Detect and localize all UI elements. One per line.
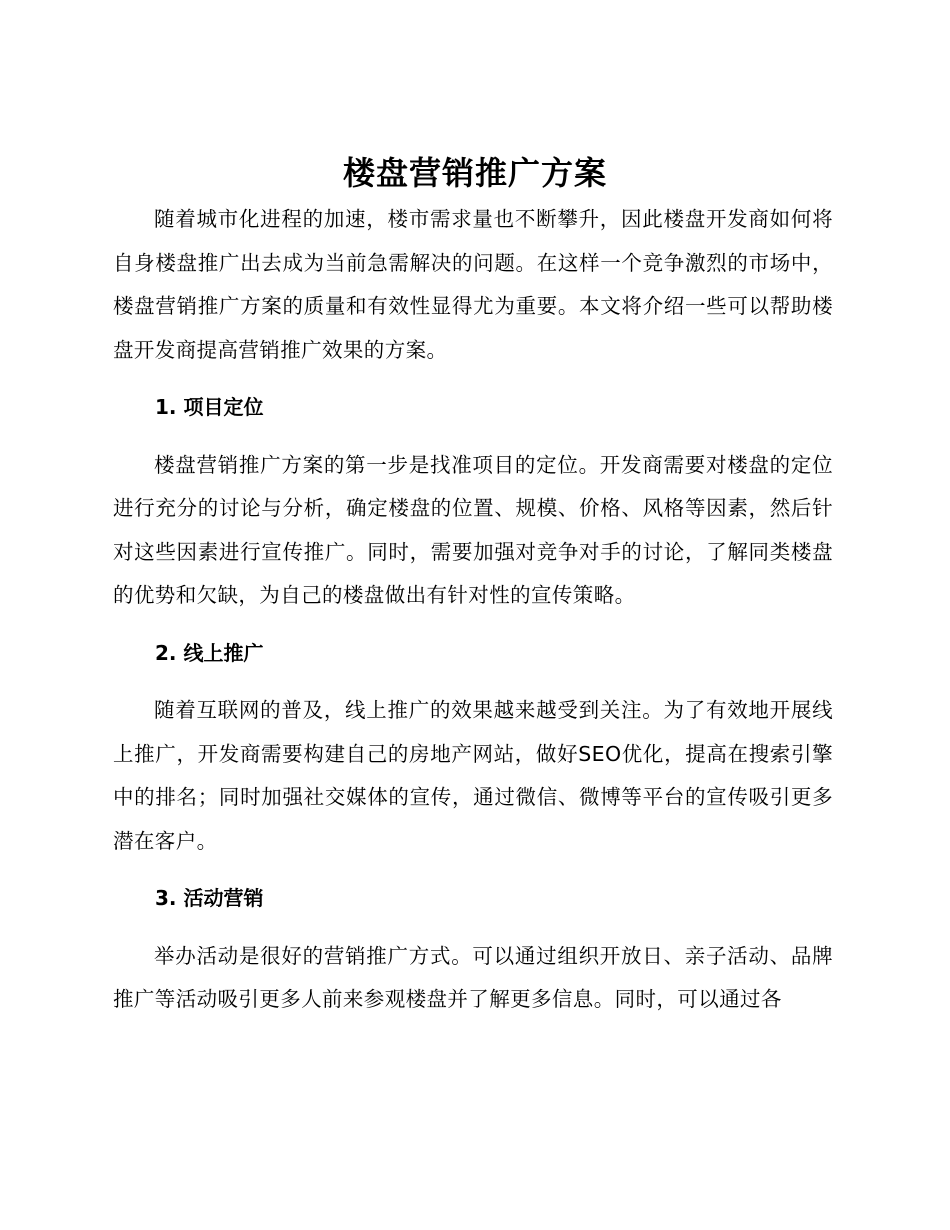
section-paragraph: 举办活动是很好的营销推广方式。可以通过组织开放日、亲子活动、品牌推广等活动吸引更多人前来参观楼盘并了解更多信息。同时，可以通过各 [113,943,833,1011]
document-body [113,198,833,1022]
intro-paragraph: 随着城市化进程的加速，楼市需求量也不断攀升，因此楼盘开发商如何将自身楼盘推广出去成为当前急需解决的问题。在这样一个竞争激烈的市场中，楼盘营销推广方案的质量和有效性显得尤为重要。本文将介绍一些可以帮助楼盘开发商提高营销推广效果的方案。 [113,207,833,362]
section-event-marketing [113,877,833,1022]
section-heading: 2. 线上推广 [155,640,264,665]
section-paragraph: 随着互联网的普及，线上推广的效果越来越受到关注。为了有效地开展线上推广，开发商需要构建自己的房地产网站，做好SEO优化，提高在搜索引擎中的排名；同时加强社交媒体的宣传，通过微信、微博等平台的宣传吸引更多潜在客户。 [113,698,833,853]
section-paragraph: 楼盘营销推广方案的第一步是找准项目的定位。开发商需要对楼盘的定位进行充分的讨论与分析，确定楼盘的位置、规模、价格、风格等因素，然后针对这些因素进行宣传推广。同时，需要加强对竞争对手的讨论，了解同类楼盘的优势和欠缺，为自己的楼盘做出有针对性的宣传策略。 [113,452,833,607]
section-project-positioning [113,386,833,618]
section-heading: 1. 项目定位 [155,395,264,419]
document-title: 楼盘营销推广方案 [342,154,607,192]
section-heading: 3. 活动营销 [155,886,264,910]
section-online-promotion [113,632,833,864]
